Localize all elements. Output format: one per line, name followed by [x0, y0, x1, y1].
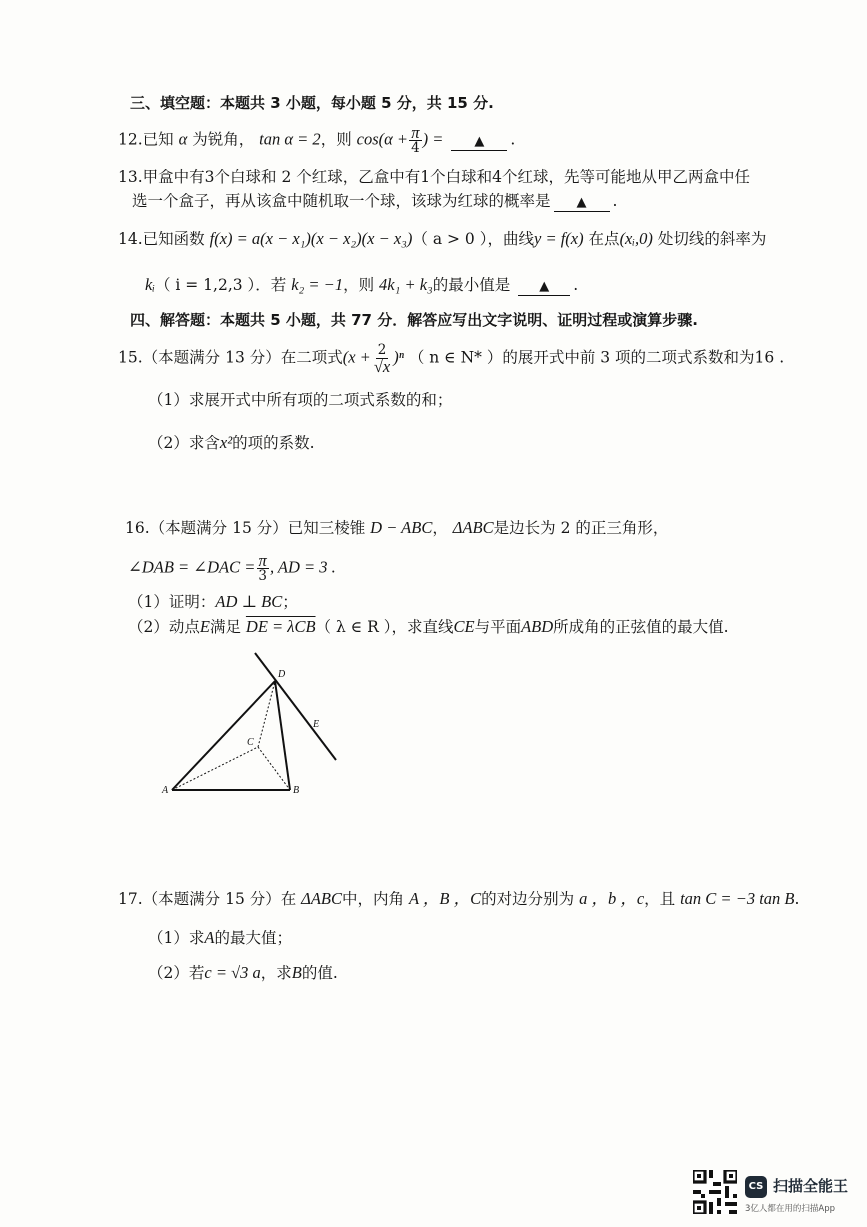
- label-d: D: [278, 669, 286, 680]
- q16-part-1-expr: AD ⊥ BC: [215, 592, 283, 611]
- q16-pi-over-3: $\frac{\pi}{3}$: [258, 551, 267, 584]
- q12-number: 12.: [118, 130, 143, 149]
- q15-binom-pre: (x +: [342, 347, 371, 367]
- q17-condition: tan C = −3 tan B: [680, 889, 795, 908]
- q16-part-2-b: 满足: [209, 618, 241, 636]
- q16-line-1-c: 是边长为 2 的正三角形，: [493, 519, 669, 537]
- q12-cos-post: ) =: [422, 129, 444, 149]
- q14-condition: （ a > 0 ）: [412, 230, 488, 248]
- q17-end: .: [794, 890, 800, 908]
- question-13-line-2: [132, 190, 617, 212]
- question-13-line-1: [118, 166, 750, 188]
- q16-part-1-b: ；: [282, 593, 298, 611]
- q16-part-2-a: （2）动点: [128, 618, 200, 636]
- q17-triangle: ΔABC: [301, 889, 343, 908]
- q16-angles: ∠DAB = ∠DAC =: [128, 557, 256, 577]
- q16-part-2: [128, 616, 729, 638]
- q16-part-2-vector: DE = λCB: [245, 617, 316, 636]
- q17-part-2-B: B: [291, 963, 302, 982]
- q16-part-1: [128, 591, 298, 613]
- question-14-line-2: [145, 274, 578, 296]
- q14-range: （ i = 1,2,3 ）: [154, 276, 256, 294]
- q16-line-1-b: ，: [432, 519, 448, 537]
- line-through-d-e: [255, 653, 336, 760]
- q13-number: 13.: [118, 168, 143, 186]
- q16-part-2-c: （ λ ∈ R ），求直线: [315, 618, 454, 636]
- q16-line-1-a: （本题满分 15 分）已知三棱锥: [149, 519, 366, 537]
- q13-line-1: 甲盒中有3个白球和 2 个红球，乙盒中有1个白球和4个红球，先等可能地从甲乙两盒中任: [142, 168, 750, 186]
- q14-text-a: 已知函数: [142, 230, 205, 248]
- q16-part-1-a: （1）证明：: [128, 593, 216, 611]
- q17-part-1-A: A: [204, 928, 215, 947]
- q16-ad: , AD = 3 .: [269, 557, 336, 577]
- q16-part-2-abd: ABD: [521, 617, 554, 636]
- question-15: [118, 343, 784, 374]
- q14-number: 14.: [118, 230, 143, 248]
- q14-text-c: 在点: [588, 230, 620, 248]
- q14-point: (xᵢ,0): [619, 229, 653, 248]
- label-c: C: [247, 737, 254, 748]
- q17-part-2-c: 的值.: [301, 964, 338, 982]
- q14-function: f(x) = a(x − x₁)(x − x₂)(x − x₃): [209, 229, 413, 248]
- question-17: [118, 888, 799, 910]
- q17-part-2-a: （2）若: [148, 964, 205, 982]
- q12-answer-blank: ▲: [451, 134, 507, 151]
- q12-cos-pre: cos(α +: [356, 129, 409, 149]
- q14-answer-blank: ▲: [518, 279, 570, 296]
- q12-text-c: ，则: [320, 130, 352, 149]
- q15-intro: （本题满分 13 分）在二项式: [142, 348, 343, 367]
- scanner-watermark: [693, 1168, 863, 1220]
- label-b: B: [293, 785, 300, 796]
- q15-binom-post: )ⁿ: [393, 347, 404, 367]
- question-12: [118, 125, 515, 156]
- q14-text-g: 的最小值是: [432, 276, 511, 294]
- q16-part-2-e: E: [199, 617, 210, 636]
- q14-target: 4k₁ + k₃: [379, 275, 433, 294]
- question-16-line-2: [128, 553, 336, 584]
- q15-part-2-x-squared: x²: [219, 433, 233, 452]
- q16-part-2-ce: CE: [453, 617, 475, 636]
- q14-ki: kᵢ: [145, 275, 155, 294]
- q14-text-b: ，曲线: [487, 230, 534, 248]
- q17-part-2-expr: c = √3 a: [204, 963, 261, 982]
- q13-answer-blank: ▲: [554, 195, 610, 212]
- q17-part-1-b: 的最大值；: [214, 929, 292, 947]
- q17-sides: a ，b ，c: [579, 889, 645, 908]
- q17-part-2: [148, 962, 338, 984]
- q15-condition: （ n ∈ N* ）: [408, 348, 503, 367]
- q12-end: .: [510, 130, 516, 149]
- q13-end: .: [612, 192, 618, 210]
- q16-pyramid: D − ABC: [370, 518, 433, 537]
- q16-part-2-d: 与平面: [474, 618, 522, 636]
- q12-text-b: 为锐角，: [192, 130, 255, 149]
- q17-number: 17.: [118, 890, 143, 908]
- q17-intro: （本题满分 15 分）在: [142, 890, 297, 908]
- q15-part-2: [148, 432, 315, 454]
- q14-text-f: ，则: [343, 276, 375, 294]
- app-slogan: 3亿人都在用的扫描App: [745, 1204, 836, 1214]
- q17-text-a: 中，内角: [342, 890, 405, 908]
- q14-end: .: [573, 276, 579, 294]
- edge-ad: [172, 681, 275, 790]
- q16-part-2-e2: 所成角的正弦值的最大值.: [553, 618, 729, 636]
- q15-part-2-a: （2）求含: [148, 434, 220, 452]
- q12-text-a: 已知: [142, 130, 174, 149]
- question-14-line-1: [118, 228, 766, 250]
- qr-code-icon: [693, 1170, 737, 1214]
- q17-text-b: 的对边分别为: [481, 890, 575, 908]
- q15-number: 15.: [118, 348, 143, 367]
- app-name: 扫描全能王: [773, 1177, 849, 1195]
- q15-part-2-b: 的项的系数.: [232, 434, 315, 452]
- q14-text-e: ．若: [255, 276, 287, 294]
- q14-text-d: 处切线的斜率为: [657, 230, 767, 248]
- label-e: E: [313, 719, 320, 730]
- q17-part-1: [148, 927, 292, 949]
- q13-line-2: 选一个盒子，再从该盒中随机取一个球，该球为红球的概率是: [132, 192, 551, 210]
- q17-text-c: ，且: [644, 890, 676, 908]
- section-4-heading: 四、解答题：本题共 5 小题，共 77 分．解答应写出文字说明、证明过程或演算步骤.: [130, 311, 698, 329]
- q17-part-1-a: （1）求: [148, 929, 205, 947]
- camscanner-logo: CS: [745, 1176, 767, 1198]
- q15-text: 的展开式中前 3 项的二项式系数和为16 .: [502, 348, 785, 367]
- question-16-line-1: [125, 517, 668, 539]
- q14-given: k₂ = −1: [291, 275, 344, 294]
- q12-pi-over-4: $\frac{\pi}{4}$: [411, 123, 420, 156]
- label-a: A: [162, 785, 169, 796]
- q15-two-over-sqrt-x: $\frac{2}{√x}$: [373, 342, 391, 376]
- q12-alpha: α: [178, 129, 188, 149]
- q12-tan-expr: tan α = 2: [259, 129, 321, 149]
- q17-angles: A ，B ，C: [408, 889, 482, 908]
- q14-curve: y = f(x): [534, 229, 584, 248]
- pyramid-figure: [150, 645, 350, 805]
- q17-part-2-b: ，求: [260, 964, 292, 982]
- section-3-heading: 三、填空题：本题共 3 小题，每小题 5 分，共 15 分.: [130, 94, 494, 112]
- q16-triangle: ΔABC: [452, 518, 494, 537]
- q16-number: 16.: [125, 519, 150, 537]
- edge-ac-hidden: [172, 747, 258, 790]
- q15-part-1: （1）求展开式中所有项的二项式系数的和；: [148, 391, 453, 409]
